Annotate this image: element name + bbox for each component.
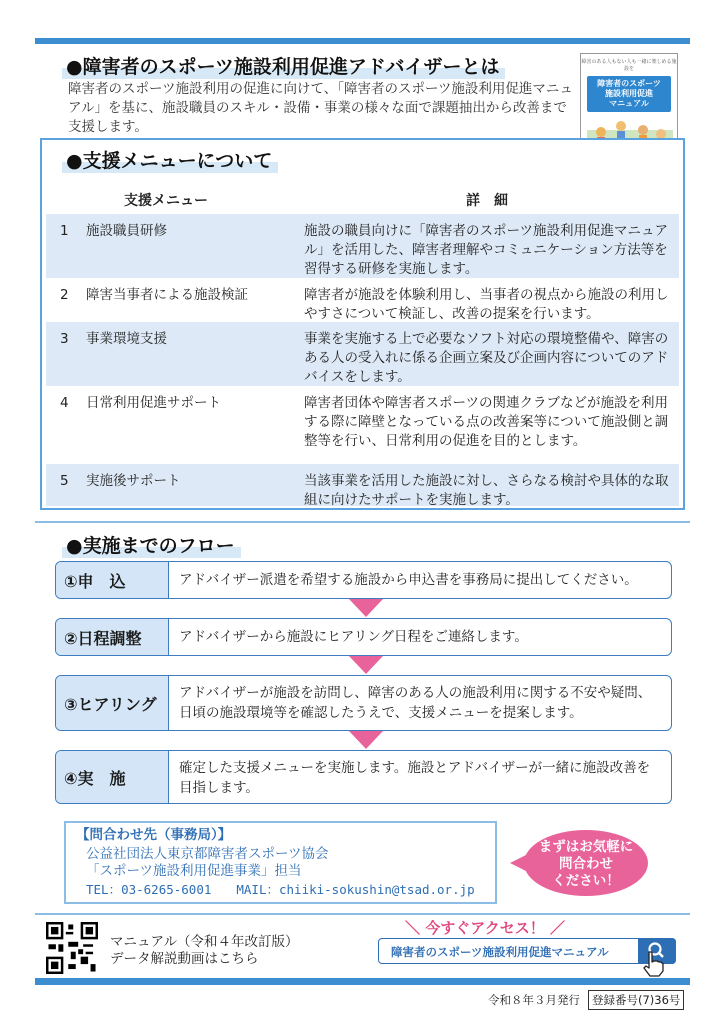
step-text: 確定した支援メニューを実施します。施設とアドバイザーが一緒に施設改善を目指します。 [179,760,651,796]
contact-title: 【問合わせ先（事務局）】 [76,827,232,843]
inquiry-bubble [524,830,648,896]
step-text: アドバイザーが施設を訪問し、障害のある人の施設利用に関する不安や疑問、日頃の施設環境等を確認したうえで、支援メニューを提案します。 [179,685,652,721]
flow-arrow-icon [349,599,383,617]
row-detail: 事業を実施する上で必要なソフト対応の環境整備や、障害のある人の受入れに係る企画立案及び企画内容についてのアドバイスをします。 [304,331,669,385]
qr-code-icon[interactable] [46,922,98,974]
cover-title-line: 施設利用促進 [605,89,653,98]
row-number: 2 [60,287,69,303]
step-text: アドバイザーから施設にヒアリング日程をご連絡します。 [179,629,528,645]
access-now-label: ＼ 今すぐアクセス！ ／ [405,919,565,937]
contact-phone-mail: TEL：03-6265-6001 MAIL：chiiki-sokushin@tsad.or.jp [86,882,475,897]
divider [35,913,690,915]
cover-title [587,76,671,112]
contact-org: 公益社団法人東京都障害者スポーツ協会 [86,846,329,862]
flow-step-schedule [55,618,672,656]
table-row [46,322,679,386]
table-row [46,386,679,464]
col-header-detail: 詳細 [466,193,522,209]
row-detail: 障害者が施設を体験利用し、当事者の視点から施設の利用しやすさについて検証し、改善の提案を行います。 [304,287,669,322]
bottom-rule [35,978,690,985]
bubble-line: まずはお気軽に [538,839,634,855]
support-menu-box [40,138,685,510]
flow-arrow-icon [349,731,383,749]
flow-arrow-icon [349,656,383,674]
row-detail: 当該事業を活用した施設に対し、さらなる検討や具体的な取組に向けたサポートを実施します。 [304,473,669,508]
section-title-advisor: ●障害者のスポーツ施設利用促進アドバイザーとは [62,52,505,79]
section-title-flow: ●実施までのフロー [62,531,241,558]
bubble-line: ください！ [552,873,620,889]
flow-step-apply [55,561,672,599]
issue-date: 令和８年３月発行 [488,993,580,1007]
section-title-support-menu: ●支援メニューについて [62,146,278,173]
row-number: 5 [60,473,69,489]
row-number: 4 [60,395,69,411]
contact-box [64,821,497,904]
top-rule [35,38,690,44]
search-bar[interactable] [378,938,676,964]
step-label: ①申 込 [56,562,169,598]
row-menu-name: 障害当事者による施設検証 [86,287,248,303]
row-menu-name: 日常利用促進サポート [86,395,221,411]
table-row [46,278,679,322]
row-menu-name: 施設職員研修 [86,223,167,239]
row-number: 3 [60,331,69,347]
manual-video-text [110,934,298,968]
flow-step-implement [55,750,672,804]
cover-title-line: 障害者のスポーツ [597,79,661,88]
row-menu-name: 事業環境支援 [86,331,167,347]
flow-step-hearing [55,675,672,731]
step-text: アドバイザー派遣を希望する施設から申込書を事務局に提出してください。 [179,572,638,588]
row-menu-name: 実施後サポート [86,473,181,489]
search-text: 障害者のスポーツ施設利用促進マニュアル [391,945,609,959]
cover-top-text: 障害のある人もない人も一緒に楽しめる施設を [581,59,677,72]
step-label: ③ヒアリング [56,676,169,730]
intro-text: 障害者のスポーツ施設利用の促進に向けて、「障害者のスポーツ施設利用促進マニュアル」を基に、施設職員のスキル・設備・事業の様々な面で課題抽出から改善まで支援します。 [68,81,573,135]
divider [35,521,690,523]
registration-number: 登録番号(7)36号 [588,990,684,1010]
row-detail: 施設の職員向けに「障害者のスポーツ施設利用促進マニュアル」を活用した、障害者理解やコミュニケーション方法等を習得する研修を実施します。 [304,223,668,277]
menu-table-header [42,188,683,214]
row-number: 1 [60,223,69,239]
row-detail: 障害者団体や障害者スポーツの関連クラブなどが施設を利用する際に障壁となっている点の改善案等について施設側と調整等を行い、日常利用の促進を目的とします。 [304,395,669,449]
bubble-line: 問合わせ [559,856,613,872]
pointer-hand-icon [640,950,666,978]
contact-project: 「スポーツ施設利用促進事業」担当 [86,863,302,879]
manual-line: データ解説動画はこちら [110,951,259,967]
step-label: ④実 施 [56,751,169,803]
step-label: ②日程調整 [56,619,169,655]
col-header-menu: 支援メニュー [124,193,208,209]
manual-line: マニュアル（令和４年改訂版） [110,934,299,950]
cover-title-line: マニュアル [609,99,649,108]
table-row [46,214,679,278]
table-row [46,464,679,506]
